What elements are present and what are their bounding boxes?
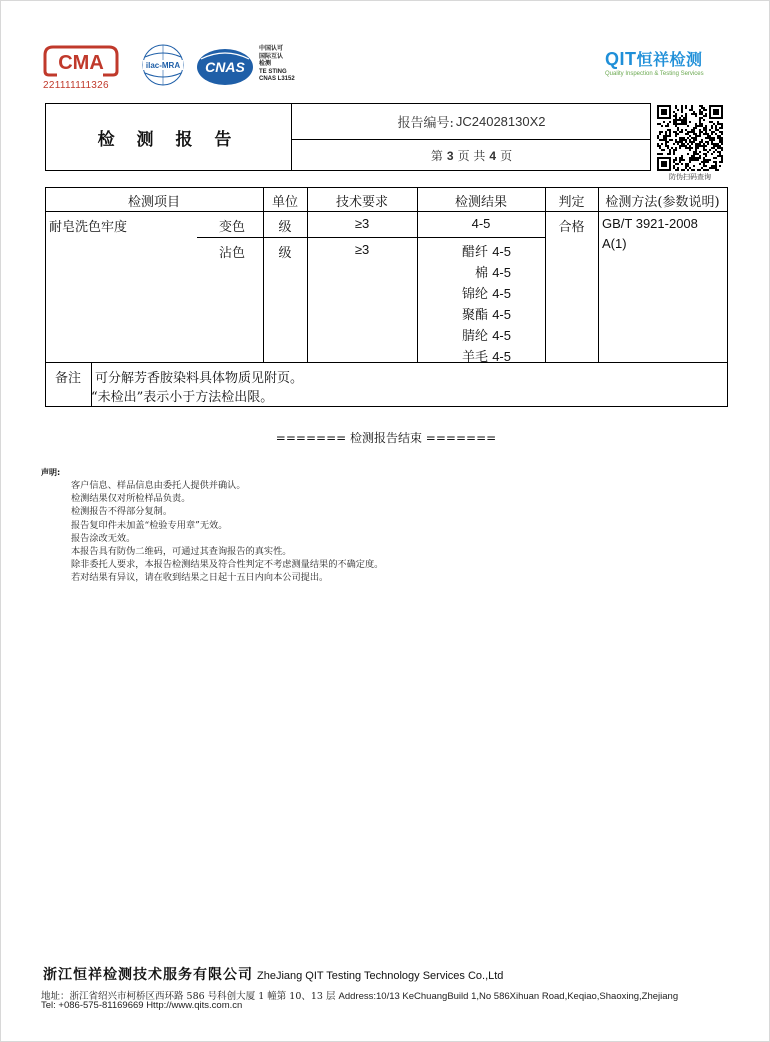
declaration-line: 报告涂改无效。	[71, 532, 136, 544]
table-rule	[307, 187, 308, 362]
table-rule	[45, 362, 728, 363]
table-rule	[45, 406, 728, 407]
declaration-line: 报告复印件未加盖“检验专用章”无效。	[71, 519, 228, 531]
result-cell: 4-5	[471, 216, 491, 231]
test-item-name: 耐皂洗色牢度	[49, 220, 128, 235]
table-rule	[197, 237, 545, 238]
page-prefix: 第	[430, 149, 443, 163]
table-rule	[545, 187, 546, 362]
staining-results-list	[417, 242, 545, 368]
cnas-text: CNAS	[205, 59, 245, 75]
table-rule	[263, 187, 264, 362]
fiber-name: 醋纤	[462, 245, 489, 260]
requirement-cell: ≥3	[354, 242, 370, 257]
declaration-list	[71, 479, 383, 585]
fiber-name: 聚酯	[462, 308, 489, 323]
judgement-cell: 合格	[558, 220, 585, 235]
unit-cell: 级	[278, 220, 292, 235]
declaration-title: 声明:	[41, 468, 61, 477]
remark-label: 备注	[54, 371, 81, 386]
address-cn: 地址：浙江省绍兴市柯桥区西环路 586 号科创大厦 1 幢第 10、13 层	[41, 991, 336, 1002]
ilac-text: ilac-MRA	[145, 61, 181, 70]
report-title: 检 测 报 告	[97, 129, 240, 150]
fiber-grade: 4-5	[492, 307, 511, 322]
declaration-line: 若对结果有异议，请在收到结果之日起十五日内向本公司提出。	[71, 572, 329, 584]
fiber-grade: 4-5	[492, 244, 511, 259]
footer-contact: Tel: +086-575-81169669 Http://www.qits.com.cn	[41, 1000, 243, 1011]
staining-result-row	[451, 305, 511, 326]
page-total: 4	[489, 148, 497, 163]
table-rule	[598, 187, 599, 362]
ilac-mra-logo	[137, 43, 189, 87]
staining-result-row	[451, 263, 511, 284]
staining-result-row	[451, 347, 511, 368]
col-header-requirement: 技术要求	[335, 195, 388, 210]
declaration-line: 本报告具有防伪二维码，可通过其查询报告的真实性。	[71, 546, 292, 558]
page-indicator	[292, 140, 651, 171]
cma-number: 221111111326	[43, 80, 109, 91]
report-end-marker: ======= 检测报告结束 =======	[275, 431, 497, 445]
page-mid: 页 共	[457, 149, 486, 163]
fiber-grade: 4-5	[492, 349, 511, 364]
col-header-result: 检测结果	[454, 195, 507, 210]
fiber-grade: 4-5	[492, 286, 511, 301]
address-en: Address:10/13 KeChuangBuild 1,No 586Xihuan Road,Keqiao,Shaoxing,Zhejiang	[338, 991, 679, 1002]
method-line-2: A(1)	[602, 236, 627, 251]
cnas-accreditation-text	[259, 46, 295, 84]
qit-brand: QIT	[605, 49, 637, 69]
fiber-name: 锦纶	[462, 287, 489, 302]
declaration-line: 检测结果仅对所检样品负责。	[71, 493, 191, 505]
company-name-cn: 浙江恒祥检测技术服务有限公司	[43, 967, 253, 983]
method-line-1: GB/T 3921-2008	[602, 216, 698, 231]
fiber-name: 棉	[475, 266, 489, 281]
qr-caption: 防伪扫码查询	[669, 173, 711, 181]
sub-item-color-change: 变色	[219, 220, 246, 235]
page-current: 3	[446, 148, 454, 163]
declaration-line: 检测报告不得部分复制。	[71, 506, 173, 518]
staining-result-row	[451, 284, 511, 305]
report-number	[292, 103, 651, 139]
fiber-grade: 4-5	[492, 328, 511, 343]
report-number-value: JC24028130X2	[455, 113, 546, 129]
declaration-line: 客户信息、样品信息由委托人提供并确认。	[71, 480, 246, 491]
table-rule	[727, 187, 728, 407]
table-rule	[45, 211, 728, 212]
fiber-grade: 4-5	[492, 265, 511, 280]
cma-text: CMA	[58, 52, 104, 74]
cnas-line: CNAS L3152	[259, 76, 295, 82]
requirement-cell: ≥3	[354, 216, 370, 231]
cma-logo	[43, 45, 119, 77]
fiber-name: 腈纶	[462, 329, 489, 344]
cnas-logo	[195, 47, 255, 87]
unit-cell: 级	[278, 246, 292, 261]
staining-result-row	[451, 326, 511, 347]
cnas-line: 检测	[259, 61, 272, 67]
col-header-item: 检测项目	[127, 195, 180, 210]
report-number-label: 报告编号:	[397, 115, 454, 131]
col-header-method: 检测方法(参数说明)	[605, 195, 720, 210]
col-header-judgement: 判定	[558, 195, 585, 210]
cnas-line: 国际互认	[259, 53, 284, 60]
qit-logo	[605, 47, 704, 77]
remark-line-2: “未检出”表示小于方法检出限。	[91, 390, 274, 405]
staining-result-row	[451, 242, 511, 263]
page-suffix: 页	[500, 149, 513, 163]
qit-brand-cn: 恒祥检测	[636, 50, 703, 69]
company-name-en: ZheJiang QIT Testing Technology Services Co.,Ltd	[257, 970, 504, 982]
table-rule	[45, 187, 728, 188]
cnas-line: 中国认可	[259, 46, 284, 52]
cnas-line: TE STING	[259, 68, 287, 75]
col-header-unit: 单位	[271, 195, 298, 210]
remark-line-1: 可分解芳香胺染料具体物质见附页。	[95, 371, 304, 386]
declaration-line: 除非委托人要求，本报告检测结果及符合性判定不考虑测量结果的不确定度。	[71, 559, 384, 571]
footer-company	[43, 964, 503, 984]
anti-counterfeit-qr-code[interactable]	[657, 105, 723, 171]
results-table	[45, 187, 728, 407]
sub-item-staining: 沾色	[219, 246, 246, 261]
fiber-name: 羊毛	[462, 350, 489, 365]
qit-tagline: Quality Inspection & Testing Services	[605, 71, 704, 77]
